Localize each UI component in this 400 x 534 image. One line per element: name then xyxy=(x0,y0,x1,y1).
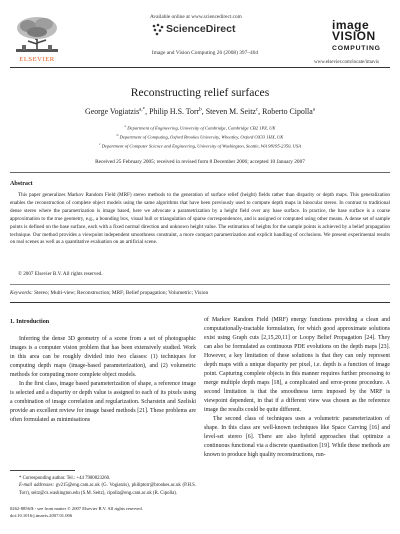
author-marks: a xyxy=(312,107,315,113)
abstract-heading: Abstract xyxy=(10,181,33,187)
article-title: Reconstructing relief surfaces xyxy=(130,86,270,99)
affiliation-mark: c xyxy=(98,141,101,146)
journal-logo-line2: VISION xyxy=(332,29,376,43)
issn-block xyxy=(10,505,200,519)
doi-line[interactable]: doi:10.1016/j.imavis.2007.01.006 xyxy=(10,513,73,519)
keywords-text: Stereo; Multi-view; Reconstruction; MRF; Belief propagation; Volumetric; Vision xyxy=(34,290,209,296)
author-marks: c xyxy=(255,107,259,113)
author-marks: a,* xyxy=(139,107,146,113)
affiliation-text: Department of Computing, Oxford Brookes University, Wheatley, Oxford OX33 1HX, UK xyxy=(119,134,284,140)
footnote xyxy=(10,475,196,497)
header-divider xyxy=(10,67,390,68)
keywords xyxy=(10,290,208,296)
body-paragraph: Inferring the dense 3D geometry of a scene from a set of photographic images is a computer vision problem that has been extensively studied. Work in this area can be roughly divided into two classes: (1) techniques for computing depth maps (image-based parameterization), and (2) volumetric methods for computing more complete object models. xyxy=(10,336,196,379)
email-addresses-link[interactable]: gv215@eng.cam.ac.uk (G. Vogiatzis), philiptorr@brookes.ac.uk (P.H.S. Torr), seitz@cs.washington.edu (S.M. Seitz), cipolla@eng.cam.ac.uk (R. Cipolla). xyxy=(19,483,196,496)
received-dates: Received 25 February 2005; received in revised form 8 December 2006; accepted 10 January 2007 xyxy=(95,159,305,165)
publisher-logo-text: ELSEVIER xyxy=(19,56,55,63)
keywords-divider xyxy=(10,284,390,285)
left-column xyxy=(10,335,196,425)
journal-reference: Image and Vision Computing 26 (2008) 397–404 xyxy=(151,50,259,56)
footnote-divider xyxy=(10,470,75,471)
sciencedirect-logo-text: ScienceDirect xyxy=(166,23,236,35)
body-paragraph: In the first class, image based parameterization of shape, a reference image is selected and a disparity or depth value is assigned to each of its pixels using a combination of image correlation and regularization. Scharstein and Szeliski provide an excellent review for image based methods [21]. These problems are often formulated as minimisations xyxy=(10,381,196,424)
issn-line: 0262-8856/$ - see front matter © 2007 Elsevier B.V. All rights reserved. xyxy=(10,506,143,511)
copyright-notice: © 2007 Elsevier B.V. All rights reserved. xyxy=(18,271,103,277)
journal-logo-line3: COMPUTING xyxy=(332,45,381,52)
affiliations xyxy=(20,123,380,149)
email-label: E-mail addresses: xyxy=(19,483,55,489)
affiliation-text: Department of Engineering, University of Cambridge, Cambridge CB2 1PZ, UK xyxy=(127,125,276,131)
body-paragraph: of Markov Random Field (MRF) energy functions providing a clean and computationally-tractable formulation, for which good approximate solutions exist using Graph cuts [2,15,20,11] or Loopy Belief Propagation [24]. They can also be formulated as continuous PDE evolutions on the depth maps [23]. However, a key limitation of these solutions is that they can only represent depth maps with a unique disparity per pixel, i.e. depth is a function of image point. Capturing complete objects in this manner requires further processing to merge multiple depth maps [18], a complicated and error-prone procedure. A second limitation is that the smoothness term imposed by the MRF is viewpoint dependent, in that if a different view was chosen as the reference image the results could be quite different. xyxy=(204,317,390,414)
affiliation-line xyxy=(20,141,380,150)
author-marks: b xyxy=(199,107,202,113)
corresponding-author-note: * Corresponding author. Tel.: +44 7900823260. xyxy=(19,476,111,481)
author-name: Roberto Cipolla xyxy=(262,107,313,116)
journal-logo xyxy=(332,20,392,54)
elsevier-tree-logo xyxy=(10,14,64,54)
affiliation-mark: b xyxy=(116,132,119,137)
available-online-text[interactable]: Available online at www.sciencedirect.com xyxy=(150,14,242,20)
keywords-label: Keywords: xyxy=(10,290,33,296)
right-column xyxy=(204,316,390,460)
affiliation-line xyxy=(20,123,380,132)
affiliation-text: Department of Computer Science and Engineering, University of Washington, Seattle, WA 98195-2350, USA xyxy=(101,143,302,149)
author-list: George Vogiatzis$^{a,*}$, Philip H.S. Torr$^b$, Steven M. Seitz$^c$, Roberto Cipolla$^a$ xyxy=(85,107,315,116)
body-paragraph: The second class of techniques uses a volumetric parameterization of shape. In this class are well-known techniques like Space Carving [16] and level-set stereo [6]. There are also hybrid approaches that optimize a continuous functional via a discrete quantisation [19]. While these methods are known to produce high quality reconstructions, run- xyxy=(204,416,390,459)
abstract-divider xyxy=(10,172,390,173)
author-name: Steven M. Seitz xyxy=(205,107,256,116)
author-name: George Vogiatzis xyxy=(85,107,140,116)
body-divider xyxy=(10,302,390,303)
journal-logo-line1: image xyxy=(332,18,370,32)
affiliation-mark: a xyxy=(124,124,127,128)
abstract-body: This paper generalizes Markov Random Field (MRF) stereo methods to the generation of surface relief (height) fields rather than disparity or depth maps. This generalization enables the reconstruction of complete object models using the same algorithms that have been previously used to compute depth maps in binocular stereo. In contrast to traditional dense stereo where the parametrization is image based, here we advocate a parametrization by a height field over any base surface. In practice, the base surface is a coarse approximation to the true geometry, e.g., a bounding box, visual hull or triangulation of sparse correspondences, and is assigned or computed using other means. A dense set of sample points is defined on the base surface, each with a fixed normal direction and unknown height value. The estimation of heights for the sample points is achieved by a belief propagation technique. Our method provides a viewpoint independent smoothness constraint, a more compact parametrization and explicit handling of occlusions. We present experimental results on real scenes as well as a quantitative evaluation on an artificial scene. xyxy=(10,192,390,246)
journal-url-link[interactable]: www.elsevier.com/locate/imavis xyxy=(314,60,379,65)
section-heading: 1. Introduction xyxy=(10,319,50,325)
author-name: Philip H.S. Torr xyxy=(149,107,200,116)
affiliation-line xyxy=(20,132,380,141)
